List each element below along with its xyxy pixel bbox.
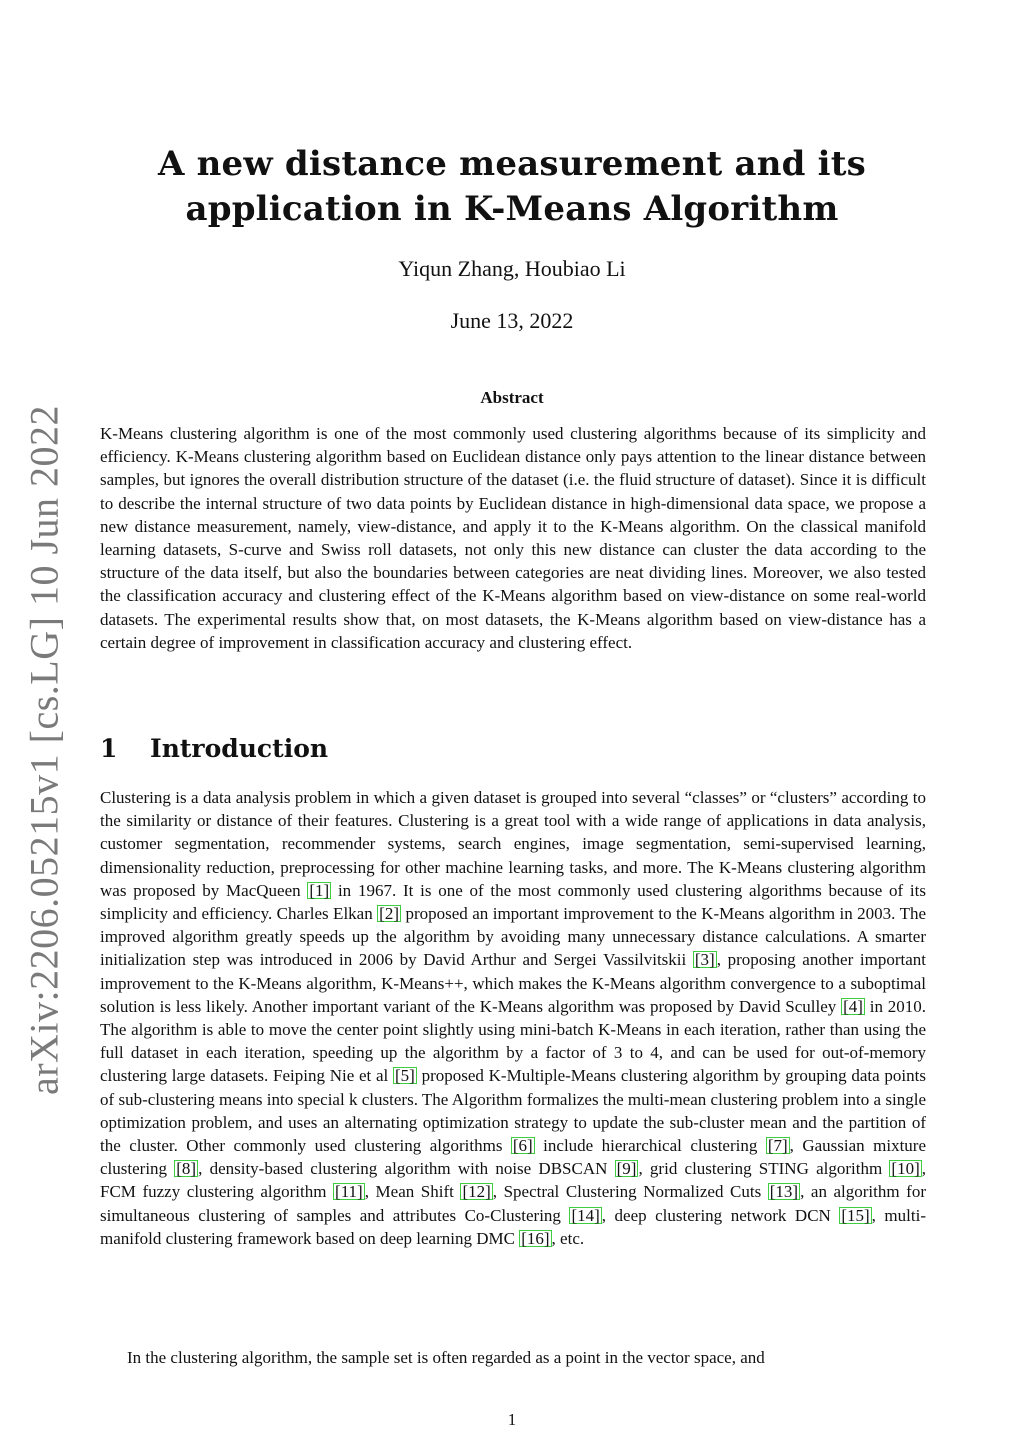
arxiv-identifier: arXiv:2206.05215v1 [cs.LG] 10 Jun 2022 bbox=[21, 404, 67, 1096]
page-number: 1 bbox=[507, 1410, 517, 1429]
intro-text: in 2010. The algorithm is able to move the center point slightly using mini-batch K-Means in each iteration, rather than using the full dataset in each iteration, speeding up the algorithm by a factor of 3 to 4, and can be used for out-of-memory clustering large datasets. Feiping Nie et al bbox=[100, 996, 926, 1086]
abstract-heading: Abstract bbox=[480, 388, 544, 407]
intro-text: in 1967. It is one of the most commonly used clustering algorithms because of its simplicity and efficiency. Charles Elkan bbox=[100, 880, 926, 924]
intro-text: , deep clustering network DCN bbox=[601, 1205, 840, 1225]
intro-text: , Gaussian mixture clustering bbox=[100, 1136, 927, 1179]
citation-link[interactable]: [9] bbox=[616, 1159, 637, 1179]
citation-link[interactable]: [1] bbox=[309, 880, 330, 900]
abstract-text: K-Means clustering algorithm is one of the most commonly used clustering algorithms because of its simplicity and efficiency. K-Means clustering algorithm based on Euclidean distance only pays attention to the linear distance between samples, but ignores the overall distribution structure of the dataset (i.e. the fluid structure of dataset). Since it is difficult to describe the internal structure of two data points by Euclidean distance in high-dimensional data space, we propose a new distance measurement, namely, view-distance, and apply it to the K-Means algorithm. On the classical manifold learning datasets, S-curve and Swiss roll datasets, not only this new distance can cluster the data according to the structure of the data itself, but also the boundaries between categories are neat dividing lines. Moreover, we also tested the classification accuracy and clustering effect of the K-Means algorithm based on view-distance on some real-world datasets. The experimental results show that, on most datasets, the K-Means algorithm based on view-distance has a certain degree of improvement in classification accuracy and clustering effect. bbox=[100, 424, 926, 652]
section-heading-introduction bbox=[100, 734, 328, 763]
intro-text: , Mean Shift bbox=[364, 1182, 461, 1202]
citation-link[interactable]: [11] bbox=[335, 1182, 363, 1202]
intro-text: , multi-manifold clustering framework based on deep learning DMC bbox=[100, 1205, 926, 1248]
citation-link[interactable]: [6] bbox=[512, 1136, 533, 1156]
intro-text: , grid clustering STING algorithm bbox=[638, 1159, 890, 1179]
citation-link[interactable]: [10] bbox=[891, 1159, 920, 1179]
paper-date: June 13, 2022 bbox=[450, 308, 574, 333]
citation-link[interactable]: [12] bbox=[462, 1182, 491, 1202]
paper-title: A new distance measurement and its application in K-Means Algorithm bbox=[158, 144, 866, 229]
citation-link[interactable]: [3] bbox=[694, 950, 715, 970]
citation-link[interactable]: [13] bbox=[769, 1182, 799, 1202]
intro-text: proposed K-Multiple-Means clustering algorithm by grouping data points of sub-clustering means into special k clusters. The Algorithm formalizes the multi-mean clustering problem into a single optimization problem, and uses an alternating optimization strategy to update the sub-cluster mean and the partition of the cluster. Other commonly used clustering algorithms bbox=[100, 1066, 926, 1156]
citation-link[interactable]: [5] bbox=[395, 1066, 415, 1086]
intro-text: include hierarchical clustering bbox=[534, 1136, 766, 1156]
intro-text: proposed an important improvement to the K-Means algorithm in 2003. The improved algorithm greatly speeds up the algorithm by avoiding many unnecessary distance calculations. A smarter initialization step was introduced in 2006 by David Arthur and Sergei Vassilvitskii bbox=[100, 904, 926, 970]
intro-text: , density-based clustering algorithm with noise DBSCAN bbox=[198, 1159, 615, 1179]
intro-text: , etc. bbox=[551, 1228, 585, 1248]
section-number: 1 bbox=[100, 734, 118, 763]
citation-link[interactable]: [7] bbox=[767, 1136, 788, 1156]
intro-paragraph-2: In the clustering algorithm, the sample set is often regarded as a point in the vector space, and bbox=[127, 1348, 765, 1367]
citation-link[interactable]: [16] bbox=[521, 1228, 550, 1248]
section-title: Introduction bbox=[150, 734, 329, 763]
citation-link[interactable]: [15] bbox=[841, 1205, 870, 1225]
intro-text: , an algorithm for simultaneous clustering of samples and attributes Co-Clustering bbox=[100, 1182, 926, 1225]
citation-link[interactable]: [4] bbox=[843, 996, 863, 1016]
intro-text: , FCM fuzzy clustering algorithm bbox=[100, 1159, 926, 1202]
intro-text: Clustering is a data analysis problem in which a given dataset is grouped into several “classes” or “clusters” according to the similarity or distance of their features. Clustering is a great tool with a wide range of applications in data analysis, customer segmentation, recommender systems, search engines, image segmentation, semi-supervised learning, dimensionality reduction, preprocessing for other machine learning tasks, and more. The K-Means clustering algorithm was proposed by MacQueen bbox=[100, 788, 926, 900]
citation-link[interactable]: [2] bbox=[379, 904, 399, 924]
citation-link[interactable]: [14] bbox=[571, 1205, 600, 1225]
intro-text: , Spectral Clustering Normalized Cuts bbox=[492, 1182, 768, 1202]
paper-authors: Yiqun Zhang, Houbiao Li bbox=[398, 256, 626, 281]
intro-text: , proposing another important improvement to the K-Means algorithm, K-Means++, which makes the K-Means algorithm convergence to a suboptimal solution is less likely. Another important variant of the K-Means algorithm was proposed by David Sculley bbox=[100, 950, 926, 1016]
citation-link[interactable]: [8] bbox=[176, 1159, 197, 1179]
intro-paragraph-1 bbox=[100, 786, 926, 1250]
